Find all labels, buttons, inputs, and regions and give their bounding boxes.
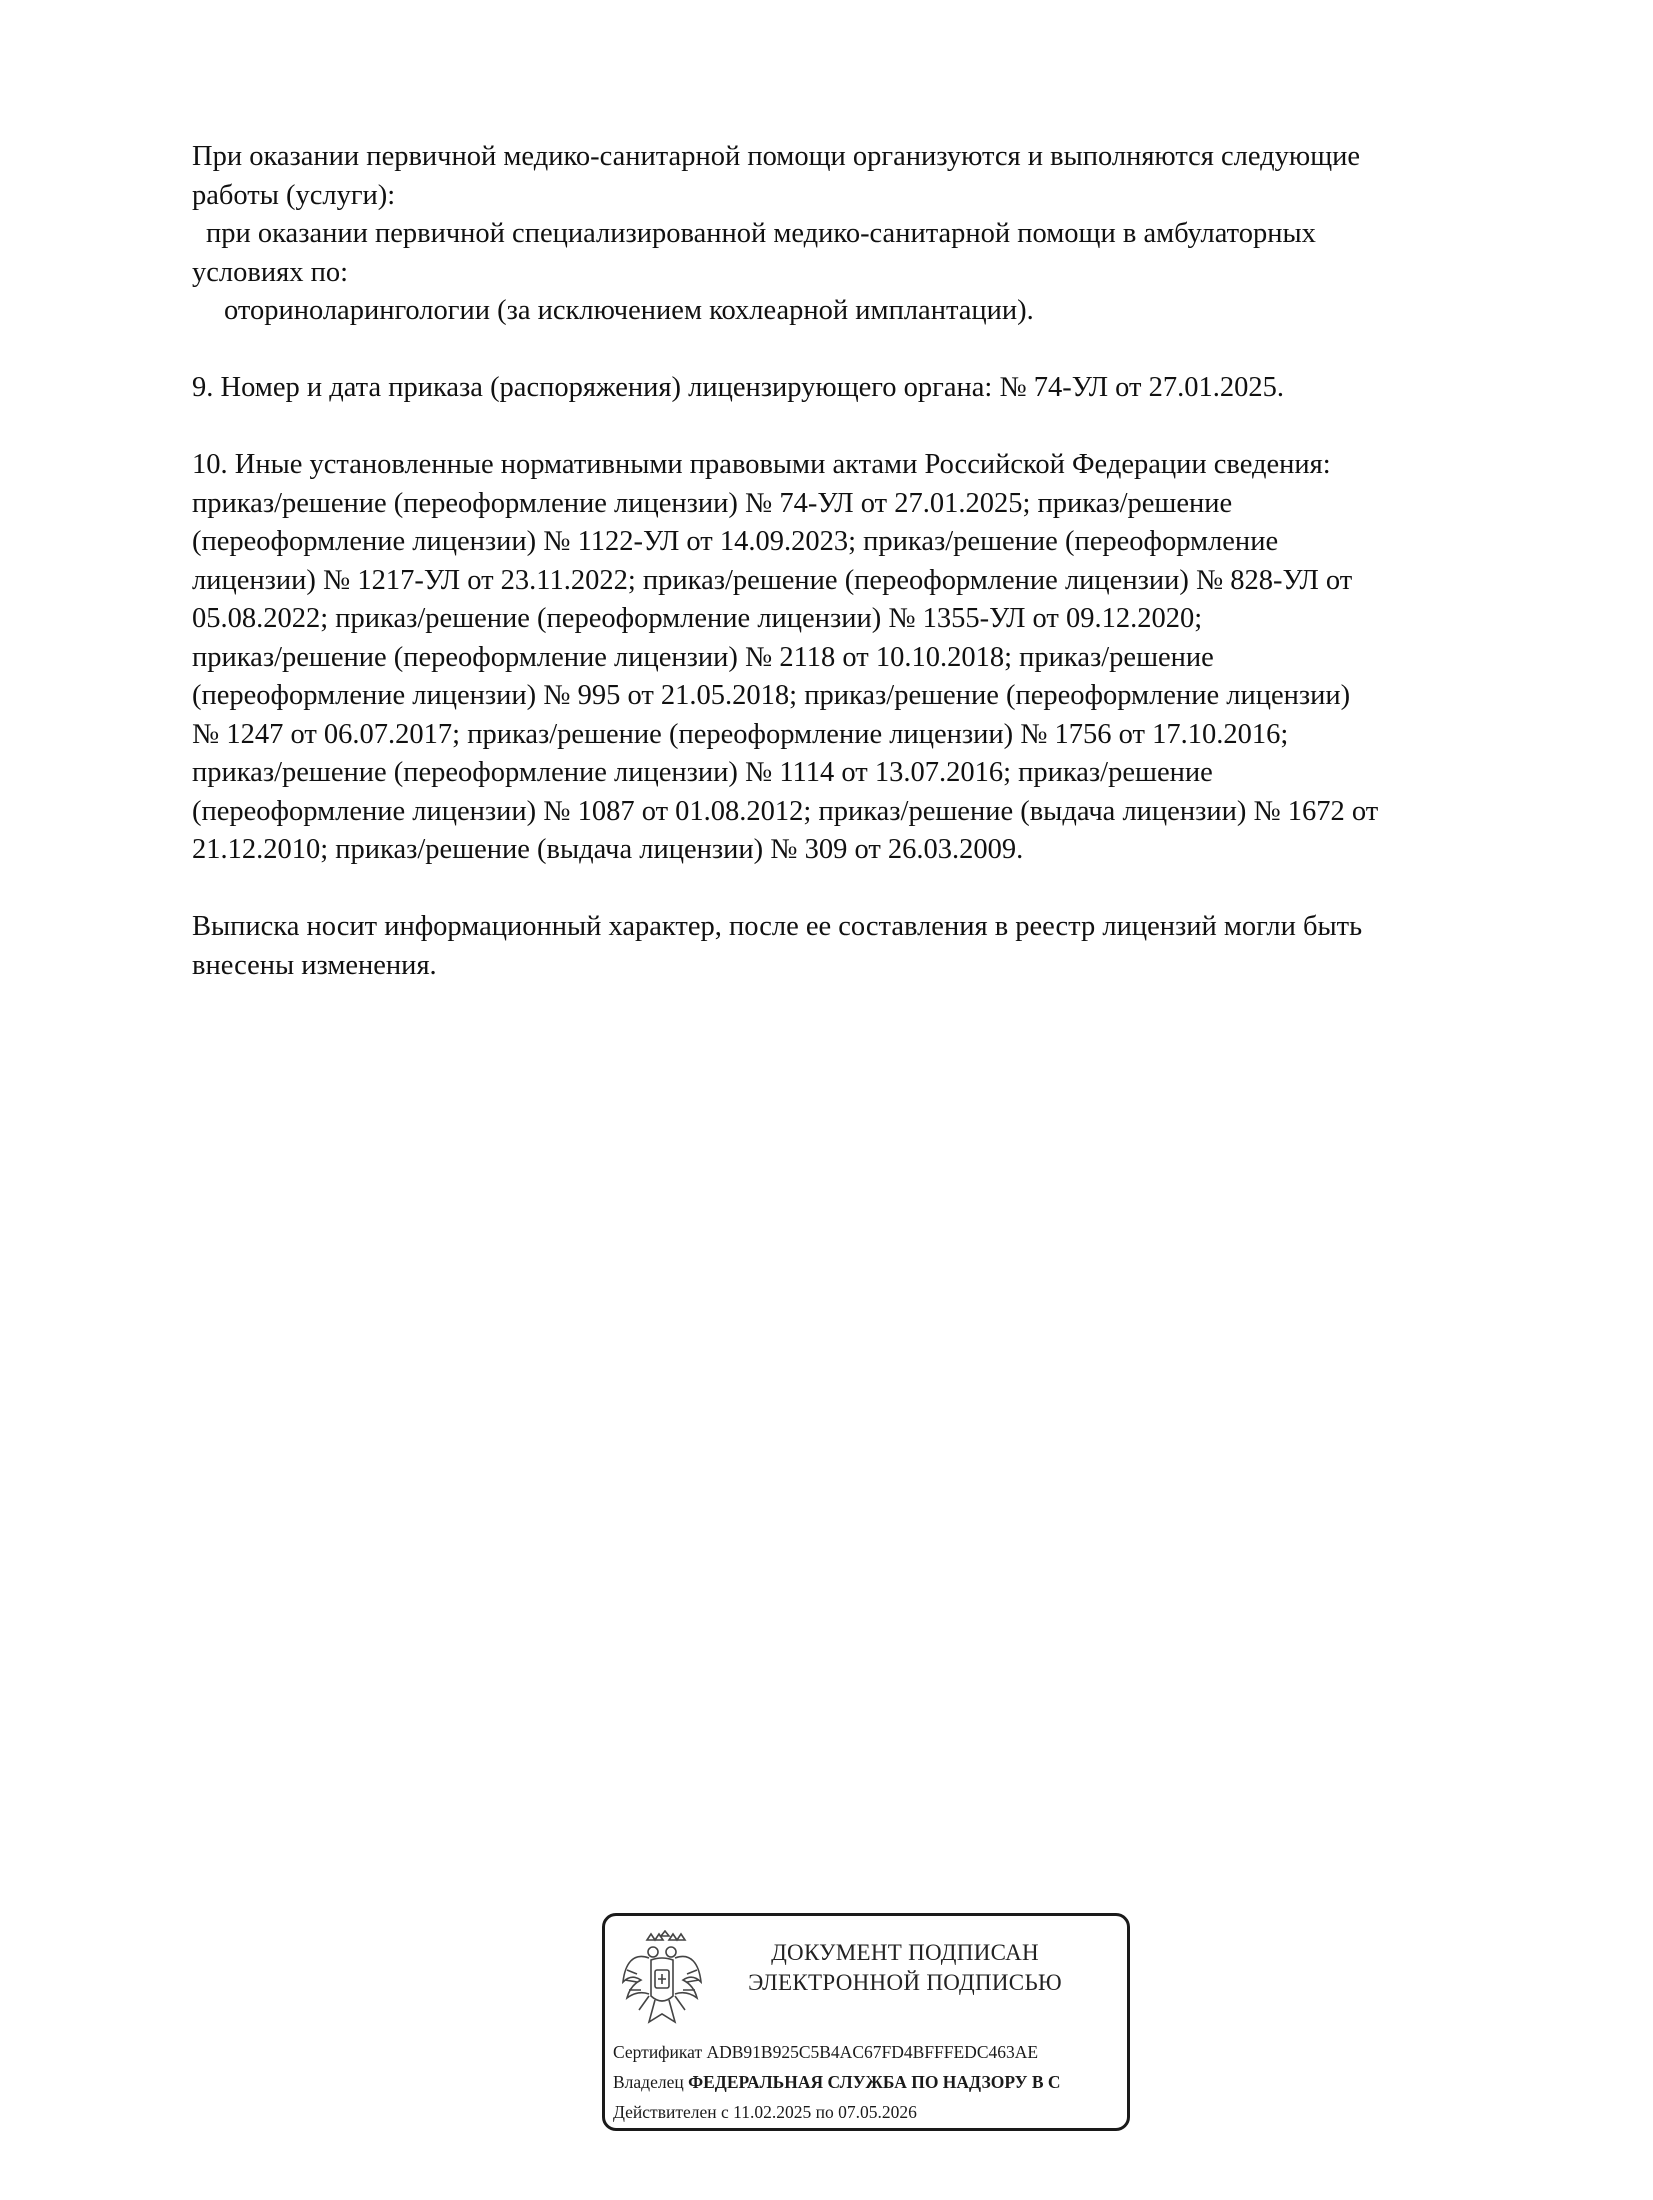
paragraph-gap xyxy=(192,408,1572,447)
certificate-value: ADB91B925C5B4AC67FD4BFFFEDC463AE xyxy=(706,2042,1039,2062)
intro-line: работы (услуги): xyxy=(192,179,396,211)
owner-line xyxy=(613,2072,1061,2093)
item-10-line: (переоформление лицензии) № 995 от 21.05.2018; приказ/решение (переоформление лицензии) xyxy=(192,680,1351,711)
stamp-title-line: ЭЛЕКТРОННОЙ ПОДПИСЬЮ xyxy=(748,1970,1062,1995)
intro-paragraph xyxy=(192,138,1572,331)
item-10-line: № 1247 от 06.07.2017; приказ/решение (переоформление лицензии) № 1756 от 17.10.2016; xyxy=(192,718,1289,750)
owner-value: ФЕДЕРАЛЬНАЯ СЛУЖБА ПО НАДЗОРУ В С xyxy=(688,2072,1061,2092)
item-10-paragraph xyxy=(192,446,1572,870)
item-10-line: 10. Иные установленные нормативными правовыми актами Российской Федерации сведения: xyxy=(192,449,1331,480)
stamp-title-line: ДОКУМЕНТ ПОДПИСАН xyxy=(771,1940,1039,1965)
intro-line: при оказании первичной специализированной медико-санитарной помощи в амбулаторных xyxy=(206,218,1316,249)
item-10-line: лицензии) № 1217-УЛ от 23.11.2022; приказ/решение (переоформление лицензии) № 828-УЛ от xyxy=(192,564,1353,596)
validity-line xyxy=(613,2102,917,2123)
paragraph-gap xyxy=(192,331,1572,370)
disclaimer-line: внесены изменения. xyxy=(192,949,437,981)
document-body xyxy=(192,138,1572,985)
item-10-line: приказ/решение (переоформление лицензии) № 2118 от 10.10.2018; приказ/решение xyxy=(192,641,1214,673)
coat-of-arms-icon xyxy=(619,1930,705,2034)
owner-label: Владелец xyxy=(613,2072,684,2092)
item-10-line: приказ/решение (переоформление лицензии) № 1114 от 13.07.2016; приказ/решение xyxy=(192,757,1213,788)
item-10-line: 21.12.2010; приказ/решение (выдача лицензии) № 309 от 26.03.2009. xyxy=(192,834,1024,865)
item-10-line: (переоформление лицензии) № 1087 от 01.08.2012; приказ/решение (выдача лицензии) № 1672 от xyxy=(192,795,1379,827)
disclaimer-line: Выписка носит информационный характер, после ее составления в реестр лицензий могли быть xyxy=(192,911,1363,942)
stamp-title xyxy=(715,1938,1095,1998)
intro-line: При оказании первичной медико-санитарной помощи организуются и выполняются следующие xyxy=(192,141,1361,172)
certificate-label: Сертификат xyxy=(613,2042,703,2062)
electronic-signature-stamp xyxy=(602,1913,1130,2131)
item-9-paragraph xyxy=(192,369,1572,408)
validity-text: Действителен с 11.02.2025 по 07.05.2026 xyxy=(613,2102,917,2122)
intro-line: оториноларингологии (за исключением кохлеарной имплантации). xyxy=(224,295,1034,326)
disclaimer-paragraph xyxy=(192,908,1572,985)
item-9-text: 9. Номер и дата приказа (распоряжения) лицензирующего органа: № 74-УЛ от 27.01.2025. xyxy=(192,372,1285,403)
intro-line: условиях по: xyxy=(192,256,348,288)
item-10-line: приказ/решение (переоформление лицензии) № 74-УЛ от 27.01.2025; приказ/решение xyxy=(192,487,1233,519)
item-10-line: 05.08.2022; приказ/решение (переоформление лицензии) № 1355-УЛ от 09.12.2020; xyxy=(192,603,1203,634)
certificate-line xyxy=(613,2042,1038,2063)
item-10-line: (переоформление лицензии) № 1122-УЛ от 14.09.2023; приказ/решение (переоформление xyxy=(192,526,1279,557)
paragraph-gap xyxy=(192,870,1572,909)
